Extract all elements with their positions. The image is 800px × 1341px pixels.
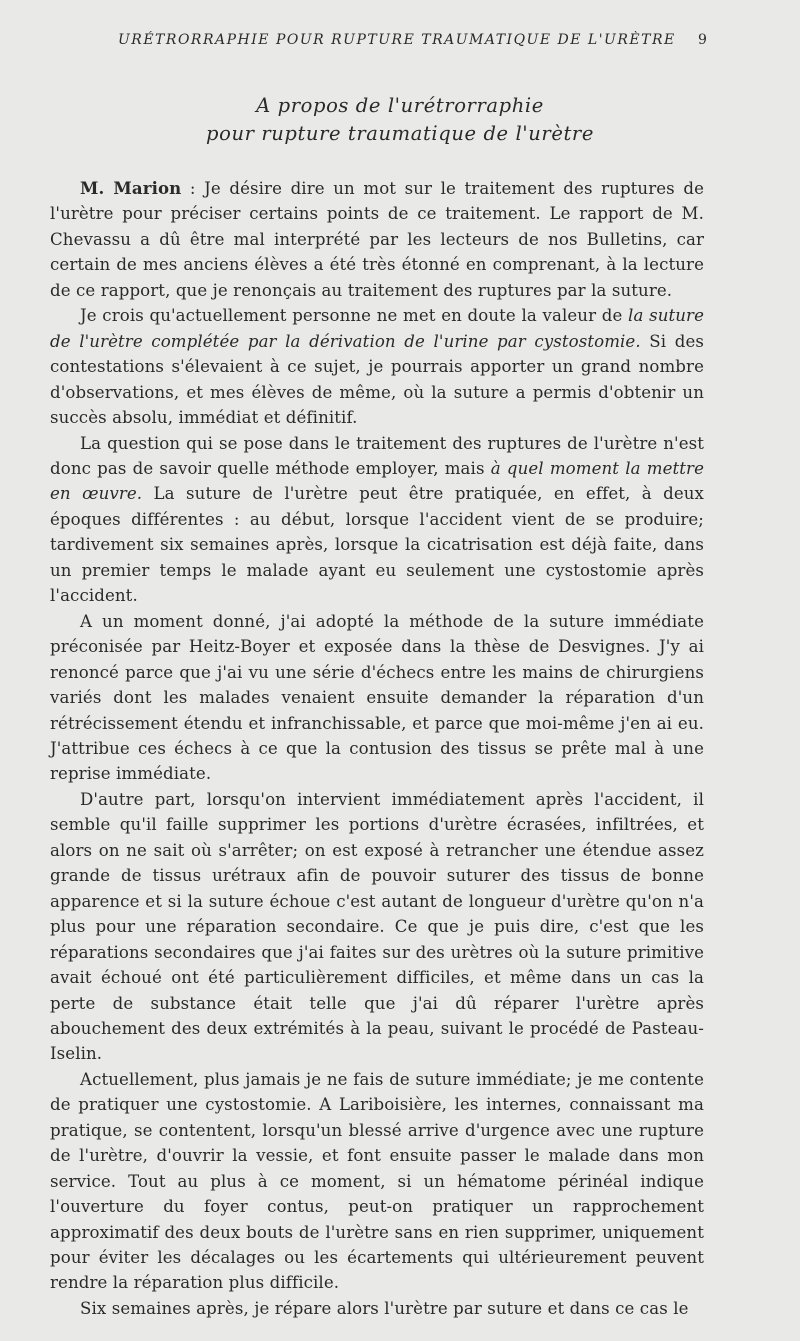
paragraph-2-emphasis: la suture de l'urètre complétée par la dérivation de l'urine par cystostomie.	[50, 306, 704, 351]
paragraph-4: A un moment donné, j'ai adopté la méthode de la suture immédiate préconisée par Heitz-Boyer et exposée dans la thèse de Desvignes. J'y ai renoncé parce que j'ai vu une série d'échecs entre les mains de chirurgiens variés dont les malades venaient ensuite demander la réparation d'un rétrécissement étendu et infranchissable, et parce que moi-même j'en ai eu. J'attribue ces échecs à ce que la contusion des tissus se prête mal à une reprise immédiate.	[50, 611, 704, 784]
paragraph-2	[50, 303, 704, 430]
speaker-name: M. Marion	[80, 178, 182, 198]
paragraph-2-text-before: Je crois qu'actuellement personne ne met en doute la valeur de	[80, 306, 629, 326]
article-title	[0, 92, 800, 148]
title-line-2: pour rupture traumatique de l'urètre	[206, 122, 594, 145]
paragraph-3	[50, 431, 704, 609]
paragraph-1-text: : Je désire dire un mot sur le traitement des ruptures de l'urètre pour préciser certains points de ce traitement. Le rapport de M. Chevassu a dû être mal interprété par les lecteurs de nos Bulletins, car certain de mes anciens élèves a été très étonné en comprenant, à la lecture de ce rapport, que je renonçais au traitement des ruptures par la suture.	[50, 179, 705, 300]
paragraph-2-text-after: Si des contestations s'élevaient à ce sujet, je pourrais apporter un grand nombre d'observations, et mes élèves de même, où la suture a permis d'obtenir un succès absolu, immédiat et définitif.	[50, 331, 704, 428]
title-line-1: A propos de l'urétrorraphie	[256, 94, 544, 117]
paragraph-5: D'autre part, lorsqu'on intervient immédiatement après l'accident, il semble qu'il faille supprimer les portions d'urètre écrasées, infiltrées, et alors on ne sait où s'arrêter; on est exposé à retrancher une étendue assez grande de tissus urétraux afin de pouvoir suturer des tissus de bonne apparence et si la suture échoue c'est autant de longueur d'urètre qu'on n'a plus pour une réparation secondaire. Ce que je puis dire, c'est que les réparations secondaires que j'ai faites sur des urètres où la suture primitive avait échoué ont été particulièrement difficiles, et même dans un cas la perte de substance était telle que j'ai dû réparer l'urètre après abouchement des deux extrémités à la peau, suivant le procédé de Pasteau-Iselin.	[50, 789, 704, 1064]
paragraph-6: Actuellement, plus jamais je ne fais de suture immédiate; je me contente de pratiquer une cystostomie. A Lariboisière, les internes, connaissant ma pratique, se contentent, lorsqu'un blessé arrive d'urgence avec une rupture de l'urètre, d'ouvrir la vessie, et font ensuite passer le malade dans mon service. Tout au plus à ce moment, si un hématome périnéal indique l'ouverture du foyer contus, peut-on pratiquer un rapprochement approximatif des deux bouts de l'urètre sans en rien supprimer, uniquement pour éviter les décalages ou les écartements qui ultérieurement peuvent rendre la réparation plus difficile.	[50, 1069, 704, 1293]
paragraph-3-text-before: La question qui se pose dans le traitement des ruptures de l'urètre n'est donc pas de savoir quelle méthode employer, mais	[50, 433, 704, 478]
paragraph-3-emphasis: à quel moment la mettre en œuvre.	[50, 458, 704, 504]
running-header	[0, 32, 800, 52]
paragraph-1	[50, 176, 704, 303]
running-title: URÉTRORRAPHIE POUR RUPTURE TRAUMATIQUE DE L'URÈTRE	[118, 32, 676, 48]
paragraph-3-text-after: La suture de l'urètre peut être pratiquée, en effet, à deux époques différentes : au début, lorsque l'accident vient de se produire; tardivement six semaines après, lorsque la cicatrisation est déjà faite, dans un premier temps le malade ayant eu seulement une cystostomie après l'accident.	[50, 484, 704, 606]
paragraph-7: Six semaines après, je répare alors l'urètre par suture et dans ce cas le	[80, 1298, 689, 1318]
article-body	[50, 176, 704, 1321]
page-number: 9	[698, 32, 707, 48]
